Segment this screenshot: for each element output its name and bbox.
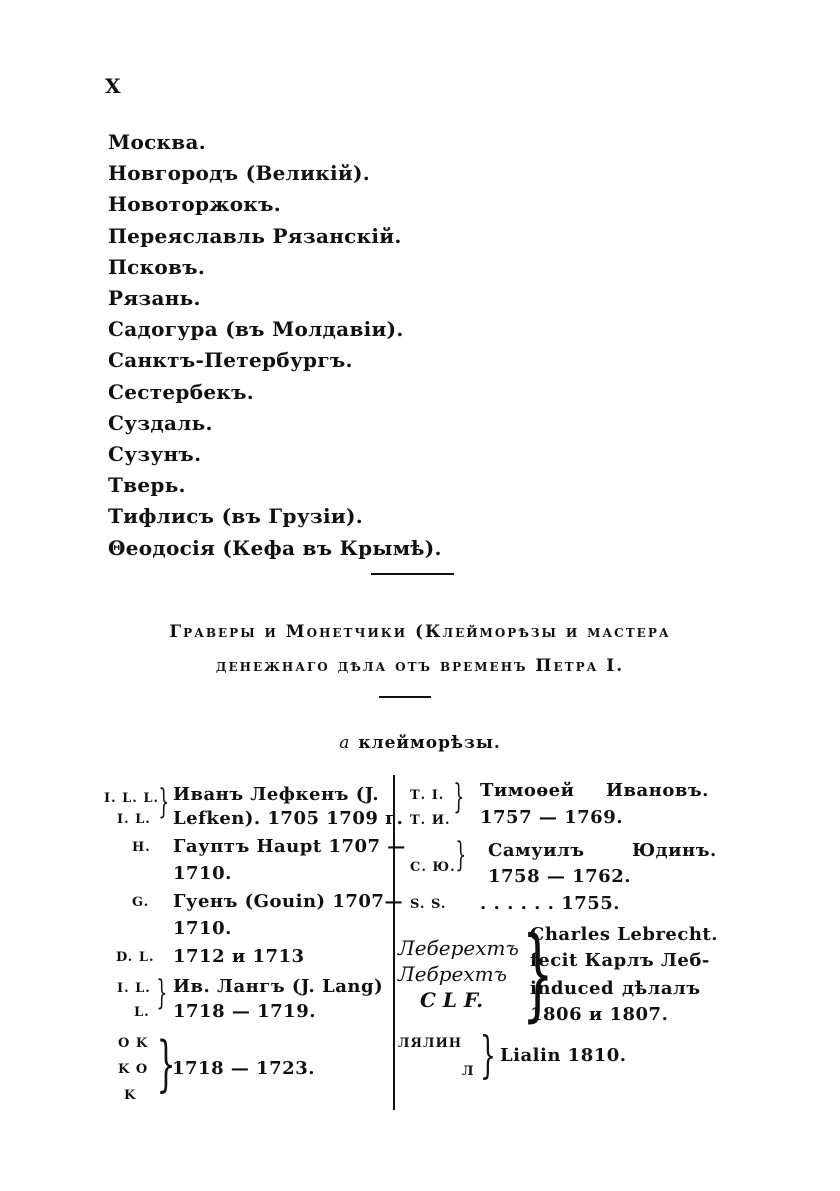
lebrecht-signature-1: Леберехтъ bbox=[398, 936, 519, 960]
city-list bbox=[108, 127, 442, 564]
lefken-line-1: Иванъ Лефкенъ (J. bbox=[173, 784, 380, 805]
code-ok: O K bbox=[118, 1036, 149, 1051]
list-item: Москва. bbox=[108, 130, 207, 154]
code-l: Л bbox=[462, 1064, 475, 1079]
lebrecht-line-3b: дѣлалъ bbox=[622, 978, 701, 999]
lebrecht-line-3a: induced bbox=[530, 978, 615, 999]
list-item: Θеодосія (Кефа въ Крымѣ). bbox=[108, 535, 442, 560]
list-item: Сузунъ. bbox=[108, 442, 202, 467]
yudin-line-1b: Юдинъ. bbox=[632, 840, 717, 861]
list-item: Тверь. bbox=[108, 473, 186, 498]
lebrecht-line-1: Charles Lebrecht. bbox=[530, 924, 719, 945]
list-item: Тифлисъ (въ Грузіи). bbox=[108, 504, 364, 529]
code-il-lang: I. L. bbox=[117, 981, 151, 996]
code-il: I. L. bbox=[117, 812, 151, 827]
code-k: K bbox=[124, 1088, 137, 1103]
ok-line-1: 1718 — 1723. bbox=[172, 1058, 315, 1079]
yudin-line-2: 1758 — 1762. bbox=[488, 866, 631, 887]
dl-line-1: 1712 и 1713 bbox=[173, 946, 305, 967]
list-item: Новоторжокъ. bbox=[108, 192, 282, 217]
code-l-lang: L. bbox=[134, 1005, 150, 1020]
brace: } bbox=[156, 1029, 176, 1099]
lang-line-2: 1718 — 1719. bbox=[173, 1001, 316, 1022]
yudin-line-1a: Самуилъ bbox=[488, 840, 585, 861]
section-heading-line-1: Граверы и Монетчики (Клейморѣзы и мастера bbox=[169, 622, 671, 642]
code-lyalin: ЛЯЛИН bbox=[398, 1036, 463, 1051]
code-tii: Т. И. bbox=[410, 813, 451, 828]
lebrecht-signature-2: Лебрехтъ bbox=[398, 962, 507, 986]
list-item: Садогура (въ Молдавіи). bbox=[108, 317, 404, 342]
ivanov-line-1a: Тимоѳей bbox=[480, 780, 575, 801]
subsection-letter: a bbox=[339, 733, 351, 753]
code-h: H. bbox=[132, 840, 151, 855]
brace: } bbox=[453, 777, 465, 817]
list-item: Псковъ. bbox=[108, 254, 206, 279]
brace: } bbox=[156, 973, 168, 1013]
code-g: G. bbox=[132, 895, 150, 910]
ivanov-line-1b: Ивановъ. bbox=[606, 780, 709, 801]
lebrecht-line-4: 1806 и 1807. bbox=[530, 1004, 669, 1025]
rule-top bbox=[371, 573, 454, 575]
brace: } bbox=[521, 915, 554, 1032]
lebrecht-monogram: C L F. bbox=[420, 988, 484, 1012]
code-ss: S. S. bbox=[410, 897, 447, 912]
lebrecht-line-2: fecit Карлъ Леб- bbox=[530, 950, 710, 971]
code-ti: Т. I. bbox=[410, 788, 445, 803]
list-item: Переяславль Рязанскій. bbox=[108, 223, 402, 248]
brace: } bbox=[479, 1026, 496, 1084]
ivanov-line-2: 1757 — 1769. bbox=[480, 807, 623, 828]
code-syu: С. Ю. bbox=[410, 860, 456, 875]
gouin-line-1: Гуенъ (Gouin) 1707— bbox=[173, 891, 403, 912]
page-number: X bbox=[105, 74, 121, 98]
subsection-label: клейморѣзы. bbox=[358, 733, 501, 753]
list-item: Новгородъ (Великій). bbox=[108, 161, 371, 186]
list-item: Рязань. bbox=[108, 286, 201, 311]
gouin-line-2: 1710. bbox=[173, 918, 232, 939]
lialin-line-1: Lialin 1810. bbox=[500, 1045, 627, 1066]
brace: } bbox=[158, 782, 170, 822]
haupt-line-1: Гауптъ Haupt 1707 — bbox=[173, 836, 406, 857]
list-item: Суздаль. bbox=[108, 410, 213, 435]
code-ko: K O bbox=[118, 1062, 149, 1077]
ss-line-1: . . . . . . 1755. bbox=[480, 893, 621, 914]
section-heading-line-2: денежнаго дѣла отъ временъ Петра I. bbox=[215, 656, 625, 676]
subsection-title bbox=[0, 733, 840, 753]
lang-line-1: Ив. Лангъ (J. Lang) bbox=[173, 976, 384, 997]
rule-middle bbox=[379, 696, 431, 698]
haupt-line-2: 1710. bbox=[173, 863, 232, 884]
list-item: Санктъ-Петербургъ. bbox=[108, 348, 353, 373]
code-dl: D. L. bbox=[116, 950, 155, 965]
list-item: Сестербекъ. bbox=[108, 379, 255, 404]
code-ill: I. L. L. bbox=[104, 791, 159, 806]
lefken-line-2: Lefken). 1705 1709 г. bbox=[173, 808, 404, 829]
brace: } bbox=[455, 835, 467, 875]
